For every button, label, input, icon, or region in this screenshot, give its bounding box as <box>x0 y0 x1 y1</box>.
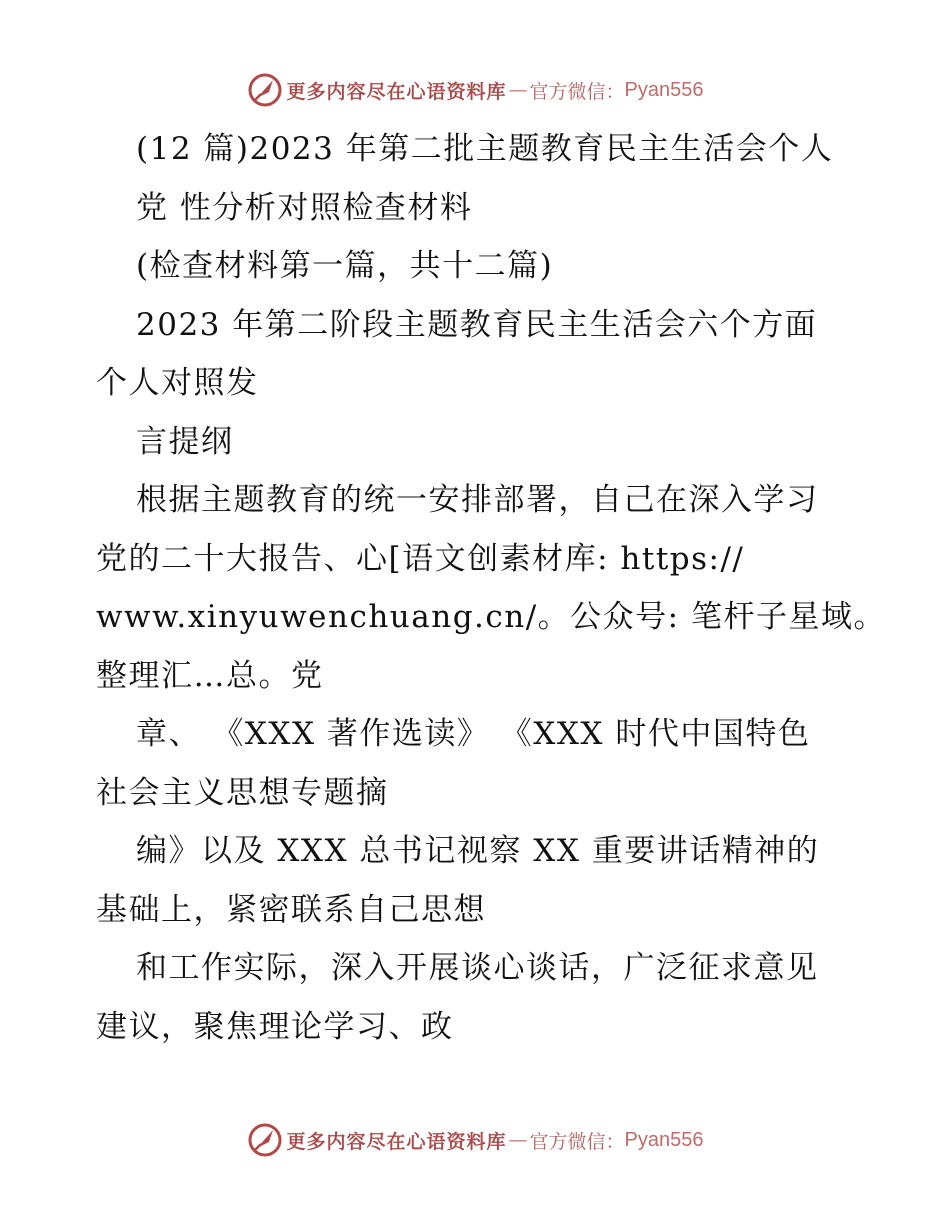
text-line: 2023 年第二阶段主题教育民主生活会六个方面 <box>136 306 818 343</box>
document-body <box>96 120 886 1056</box>
text-line: 建议，聚焦理论学习、政 <box>96 1008 454 1045</box>
text-line: (检查材料第一篇，共十二篇) <box>136 248 554 284</box>
text-line: 社会主义思想专题摘 <box>96 774 389 811</box>
text-line: 党 性分析对照检查材料 <box>136 189 473 226</box>
text-line: 整理汇…总。党 <box>96 657 324 694</box>
quill-logo-icon <box>247 1122 283 1158</box>
watermark-label: 官方微信： <box>529 1130 625 1153</box>
text-line: www.xinyuwenchuang.cn/。公众号: 笔杆子星域。 <box>96 599 886 635</box>
text-line: 党的二十大报告、心[语文创素材库: https:// <box>96 540 745 577</box>
quill-logo-icon <box>247 72 283 108</box>
text-line: 言提纲 <box>136 423 234 460</box>
text-line: 个人对照发 <box>96 365 259 401</box>
watermark-separator: — <box>508 1129 528 1151</box>
text-line: 根据主题教育的统一安排部署，自己在深入学习 <box>136 482 819 518</box>
text-line: 编》以及 XXX 总书记视察 XX 重要讲话精神的 <box>136 833 820 869</box>
header-watermark <box>0 70 950 110</box>
text-line: 基础上，紧密联系自己思想 <box>96 891 486 928</box>
watermark-id: Pyan556 <box>624 78 704 101</box>
watermark-text: 更多内容尽在心语资料库 <box>286 80 507 103</box>
watermark-text: 更多内容尽在心语资料库 <box>286 1130 507 1153</box>
watermark-separator: — <box>508 79 528 101</box>
footer-watermark <box>0 1120 950 1160</box>
text-line: 章、 《XXX 著作选读》 《XXX 时代中国特色 <box>136 716 811 752</box>
watermark-id: Pyan556 <box>624 1128 704 1151</box>
text-line: 和工作实际，深入开展谈心谈话，广泛征求意见 <box>136 950 819 986</box>
text-line: (12 篇)2023 年第二批主题教育民主生活会个人 <box>136 131 834 167</box>
watermark-label: 官方微信： <box>529 80 625 103</box>
